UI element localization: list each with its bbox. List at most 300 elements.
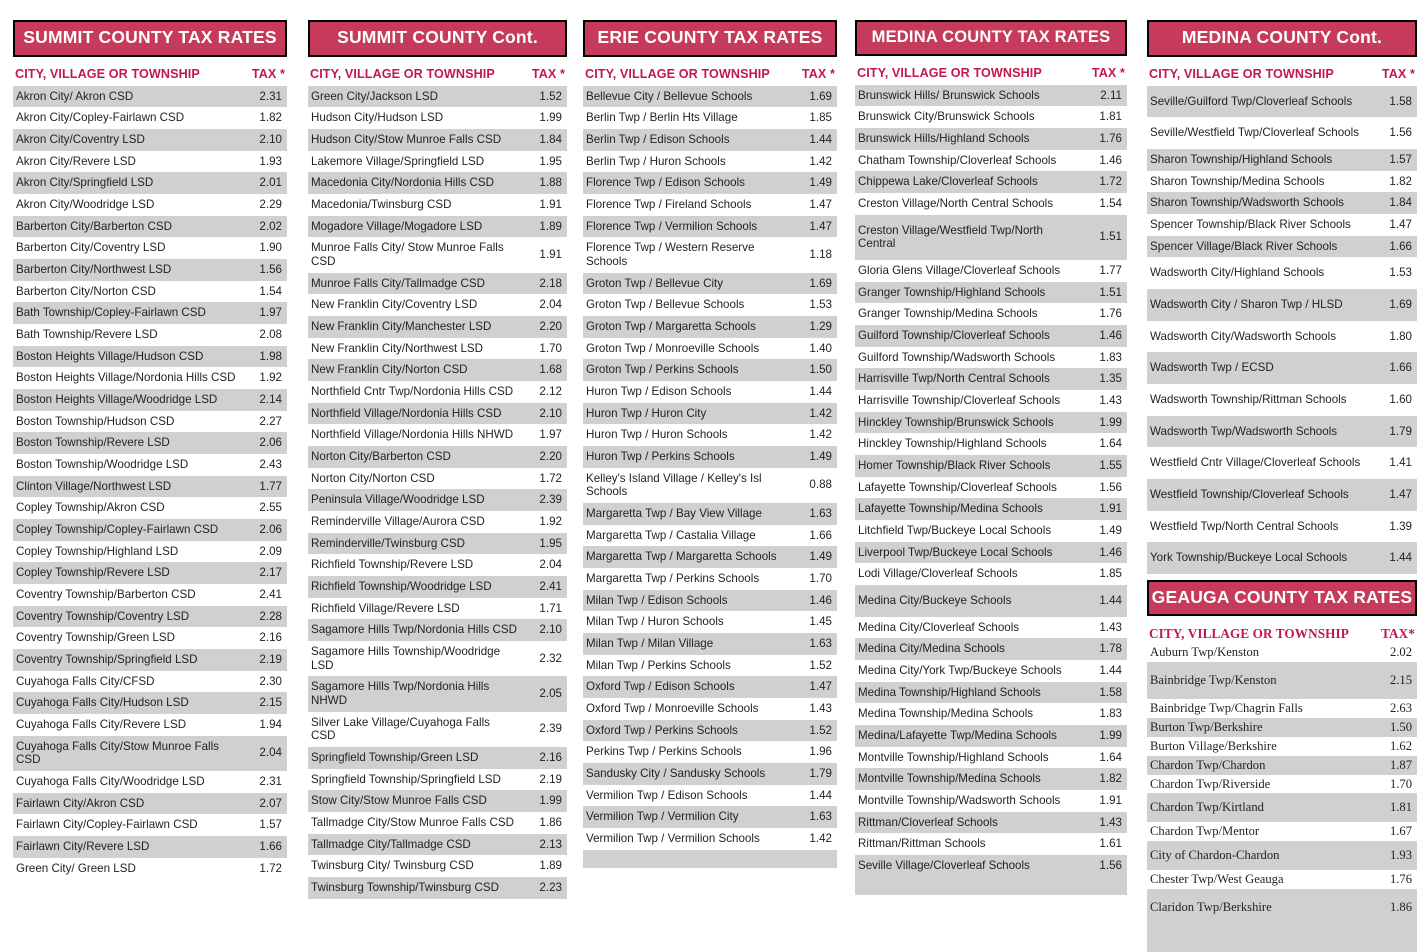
table-row [308, 554, 567, 576]
row-jurisdiction: New Franklin City/Manchester LSD [308, 316, 519, 338]
row-tax-rate: 1.63 [789, 503, 837, 525]
row-tax-rate: 1.99 [519, 790, 567, 812]
table-row [13, 107, 287, 129]
table-row [308, 619, 567, 641]
table-row [13, 172, 287, 194]
row-jurisdiction: Medina City/Buckeye Schools [855, 585, 1079, 617]
row-tax-rate: 2.15 [239, 692, 287, 714]
table-row [13, 541, 287, 563]
table-row [308, 747, 567, 769]
row-tax-rate: 2.55 [259, 501, 282, 515]
row-tax-rate: 1.46 [789, 590, 837, 612]
row-tax-rate: 1.46 [1079, 542, 1127, 564]
table-row [583, 503, 837, 525]
row-jurisdiction: Montville Township/Medina Schools [855, 768, 1079, 790]
row-jurisdiction: Milan Twp / Huron Schools [586, 615, 724, 629]
table-row [308, 489, 567, 511]
row-jurisdiction: Liverpool Twp/Buckeye Local Schools [855, 542, 1079, 564]
row-jurisdiction: Medina City/York Twp/Buckeye Schools [858, 663, 1062, 677]
section-geauga [1147, 580, 1417, 952]
row-jurisdiction: Chardon Twp/Kirtland [1147, 793, 1369, 822]
row-tax-rate: 1.64 [1099, 750, 1122, 764]
row-tax-rate: 1.61 [1099, 837, 1122, 851]
table-row [1147, 257, 1417, 289]
row-tax-rate: 1.35 [1079, 368, 1127, 390]
row-jurisdiction: Green City/ Green LSD [16, 861, 136, 875]
row-tax-rate: 1.92 [259, 371, 282, 385]
row-jurisdiction: Wadsworth Township/Rittman Schools [1150, 392, 1347, 406]
row-jurisdiction: Oxford Twp / Monroeville Schools [586, 701, 759, 715]
row-tax-rate: 2.31 [259, 775, 282, 788]
table-row [855, 520, 1127, 542]
row-jurisdiction: Akron City/ Akron CSD [13, 86, 239, 108]
column-header-medina-2 [1147, 57, 1417, 86]
table-row [855, 638, 1127, 660]
row-tax-rate: 1.77 [1099, 263, 1122, 277]
table-row [855, 682, 1127, 704]
row-jurisdiction: Northfield Village/Nordonia Hills NHWD [311, 428, 514, 442]
row-tax-rate: 1.87 [1369, 756, 1417, 775]
row-jurisdiction: Fairlawn City/Copley-Fairlawn CSD [16, 818, 198, 832]
row-tax-rate: 1.78 [1079, 638, 1127, 660]
table-row [13, 497, 287, 519]
row-jurisdiction: Cuyahoga Falls City/Stow Munroe Falls CSD [13, 736, 239, 771]
row-jurisdiction: Hinckley Township/Highland Schools [858, 437, 1047, 451]
row-jurisdiction: Perkins Twp / Perkins Schools [586, 745, 742, 759]
row-tax-rate: 1.72 [1079, 171, 1127, 193]
row-tax-rate: 1.46 [1079, 325, 1127, 347]
row-tax-rate: 1.44 [809, 788, 832, 802]
row-jurisdiction: Norton City/Norton CSD [311, 471, 435, 485]
row-tax-rate: 1.51 [1079, 215, 1127, 260]
table-row [855, 282, 1127, 304]
table-row [308, 403, 567, 425]
table-row [308, 86, 567, 108]
row-jurisdiction: Chardon Twp/Chardon [1147, 756, 1369, 775]
table-row [855, 768, 1127, 790]
row-tax-rate: 1.50 [789, 359, 837, 381]
row-tax-rate: 2.19 [539, 772, 562, 786]
table-row [855, 812, 1127, 834]
row-tax-rate: 1.91 [539, 248, 562, 262]
row-tax-rate: 1.50 [1369, 718, 1417, 737]
table-row [1147, 822, 1417, 841]
row-tax-rate: 1.49 [789, 172, 837, 194]
row-tax-rate: 2.16 [519, 747, 567, 769]
table-row [855, 106, 1127, 128]
row-jurisdiction: Lafayette Township/Cloverleaf Schools [858, 480, 1057, 494]
header-label-city-village-township: CITY, VILLAGE OR TOWNSHIP [857, 65, 1042, 80]
row-tax-rate: 2.14 [239, 389, 287, 411]
row-tax-rate: 2.39 [519, 489, 567, 511]
row-tax-rate: 1.46 [1099, 153, 1122, 167]
row-tax-rate: 1.89 [539, 859, 562, 873]
row-tax-rate: 1.49 [789, 546, 837, 568]
row-jurisdiction: Granger Township/Medina Schools [858, 307, 1038, 321]
row-jurisdiction: Chatham Township/Cloverleaf Schools [858, 153, 1057, 167]
row-tax-rate: 1.64 [1099, 437, 1122, 451]
table-row [583, 294, 837, 316]
row-tax-rate: 2.31 [239, 86, 287, 108]
row-jurisdiction: Sagamore Hills Twp/Nordonia Hills NHWD [308, 676, 519, 711]
row-tax-rate: 1.83 [1099, 707, 1122, 721]
table-row [308, 676, 567, 711]
table-row [308, 511, 567, 533]
row-tax-rate: 2.20 [519, 446, 567, 468]
column-summit-1 [0, 0, 300, 879]
table-row [583, 763, 837, 785]
row-jurisdiction: Brunswick City/Brunswick Schools [858, 110, 1035, 124]
table-row [583, 655, 837, 677]
row-tax-rate: 2.41 [259, 587, 282, 601]
table-row [1147, 86, 1417, 118]
table-row [13, 281, 287, 303]
row-tax-rate: 1.57 [259, 818, 282, 832]
table-row [583, 525, 837, 547]
row-tax-rate: 1.60 [1389, 392, 1412, 406]
table-row [1147, 352, 1417, 384]
table-row [583, 676, 837, 698]
table-row [308, 834, 567, 856]
row-tax-rate: 1.47 [1369, 479, 1417, 511]
header-label-tax: TAX * [251, 66, 285, 81]
table-row [583, 741, 837, 763]
row-jurisdiction: Wadsworth City / Sharon Twp / HLSD [1147, 289, 1369, 321]
spacer-cell [583, 850, 837, 868]
row-jurisdiction: Munroe Falls City/Tallmadge CSD [308, 273, 519, 295]
row-jurisdiction: Margaretta Twp / Perkins Schools [586, 571, 760, 585]
row-tax-rate: 2.18 [519, 273, 567, 295]
table-row [1147, 643, 1417, 662]
table-row [1147, 236, 1417, 258]
row-jurisdiction: Westfield Twp/North Central Schools [1150, 519, 1339, 533]
table-row [308, 598, 567, 620]
table-row [1147, 756, 1417, 775]
table-row [1147, 416, 1417, 448]
table-row [13, 194, 287, 216]
table-row [855, 747, 1127, 769]
row-jurisdiction: Stow City/Stow Munroe Falls CSD [308, 790, 519, 812]
row-jurisdiction: Springfield Township/Springfield LSD [311, 772, 501, 786]
table-row [308, 641, 567, 676]
row-tax-rate: 2.39 [539, 722, 562, 736]
row-tax-rate: 1.82 [1389, 174, 1412, 188]
table-row [855, 325, 1127, 347]
table-row-spacer [1147, 926, 1417, 952]
table-row [308, 468, 567, 490]
table-row [583, 273, 837, 295]
row-tax-rate: 1.54 [1099, 196, 1122, 210]
table-row [13, 237, 287, 259]
row-jurisdiction: Guilford Township/Cloverleaf Schools [855, 325, 1079, 347]
row-tax-rate: 2.41 [519, 576, 567, 598]
row-tax-rate: 1.63 [789, 633, 837, 655]
row-jurisdiction: Kelley's Island Village / Kelley's Isl Schools [586, 471, 762, 499]
row-tax-rate: 1.40 [809, 341, 832, 355]
table-row [855, 563, 1127, 585]
table-row [855, 585, 1127, 617]
table-row [855, 347, 1127, 369]
table-row [13, 432, 287, 454]
row-tax-rate: 1.94 [259, 717, 282, 731]
row-tax-rate: 2.16 [259, 631, 282, 645]
row-jurisdiction: Boston Township/Hudson CSD [16, 414, 175, 428]
row-tax-rate: 2.20 [519, 316, 567, 338]
table-row [308, 129, 567, 151]
row-tax-rate: 2.09 [259, 544, 282, 558]
table-row [583, 468, 837, 503]
row-tax-rate: 1.82 [259, 111, 282, 125]
row-jurisdiction: Margaretta Twp / Castalia Village [586, 528, 756, 542]
row-tax-rate: 1.97 [539, 428, 562, 442]
row-tax-rate: 1.58 [1369, 86, 1417, 118]
row-tax-rate: 1.95 [539, 154, 562, 168]
table-row [1147, 192, 1417, 214]
row-jurisdiction: Florence Twp / Fireland Schools [586, 197, 752, 211]
table-row [308, 107, 567, 129]
table-row [13, 519, 287, 541]
row-tax-rate: 2.10 [239, 129, 287, 151]
row-jurisdiction: Margaretta Twp / Margaretta Schools [583, 546, 789, 568]
table-row [583, 216, 837, 238]
row-jurisdiction: Berlin Twp / Edison Schools [583, 129, 789, 151]
table-row [583, 568, 837, 590]
row-tax-rate: 1.72 [259, 861, 282, 875]
table-row [583, 424, 837, 446]
table-row [855, 617, 1127, 639]
table-row [13, 814, 287, 836]
table-row [308, 359, 567, 381]
table-row [583, 828, 837, 850]
row-jurisdiction: Homer Township/Black River Schools [855, 455, 1079, 477]
row-jurisdiction: Huron Twp / Huron City [583, 403, 789, 425]
column-header-erie [583, 57, 837, 86]
row-tax-rate: 1.43 [809, 701, 832, 715]
row-tax-rate: 1.66 [1369, 352, 1417, 384]
table-row [583, 172, 837, 194]
row-jurisdiction: Bath Township/Copley-Fairlawn CSD [13, 302, 239, 324]
row-tax-rate: 1.47 [789, 676, 837, 698]
row-tax-rate: 2.04 [539, 558, 562, 572]
row-jurisdiction: Akron City/Copley-Fairlawn CSD [16, 111, 185, 125]
row-jurisdiction: Seville/Westfield Twp/Cloverleaf Schools [1150, 126, 1359, 140]
row-tax-rate: 1.67 [1389, 824, 1412, 839]
row-tax-rate: 1.63 [789, 806, 837, 828]
row-jurisdiction: Northfield Cntr Twp/Nordonia Hills CSD [311, 384, 514, 398]
row-jurisdiction: Milan Twp / Milan Village [583, 633, 789, 655]
row-tax-rate: 1.45 [809, 615, 832, 629]
row-jurisdiction: Chester Twp/West Geauga [1150, 872, 1284, 887]
row-tax-rate: 2.17 [239, 562, 287, 584]
row-tax-rate: 1.86 [539, 816, 562, 830]
table-row [308, 446, 567, 468]
row-jurisdiction: Norton City/Barberton CSD [308, 446, 519, 468]
row-tax-rate: 2.19 [239, 649, 287, 671]
row-jurisdiction: Copley Township/Highland LSD [16, 544, 179, 558]
row-tax-rate: 1.52 [789, 720, 837, 742]
row-tax-rate: 1.92 [539, 514, 562, 528]
row-tax-rate: 2.02 [1389, 645, 1412, 660]
row-tax-rate: 2.28 [239, 606, 287, 628]
row-tax-rate: 2.07 [239, 793, 287, 815]
row-jurisdiction: Vermilion Twp / Vermilion Schools [586, 832, 760, 846]
table-row [1147, 289, 1417, 321]
table-row [855, 128, 1127, 150]
row-jurisdiction: York Township/Buckeye Local Schools [1147, 542, 1369, 574]
row-tax-rate: 1.80 [1389, 329, 1412, 343]
header-label-city-village-township: CITY, VILLAGE OR TOWNSHIP [310, 66, 495, 81]
table-row [855, 368, 1127, 390]
table-row [13, 771, 287, 793]
table-medina-1 [855, 85, 1127, 895]
row-jurisdiction: Hudson City/Stow Munroe Falls CSD [308, 129, 519, 151]
row-jurisdiction: Auburn Twp/Kenston [1150, 645, 1260, 660]
row-tax-rate: 2.63 [1389, 701, 1412, 716]
row-jurisdiction: Huron Twp / Edison Schools [586, 384, 732, 398]
row-tax-rate: 2.08 [259, 327, 282, 341]
row-tax-rate: 1.89 [519, 216, 567, 238]
row-jurisdiction: Green City/Jackson LSD [308, 86, 519, 108]
row-jurisdiction: Bainbridge Twp/Kenston [1147, 662, 1369, 699]
row-jurisdiction: Tallmadge City/Tallmadge CSD [308, 834, 519, 856]
table-row [583, 316, 837, 338]
row-tax-rate: 1.58 [1079, 682, 1127, 704]
row-jurisdiction: Groton Twp / Monroeville Schools [586, 341, 760, 355]
row-jurisdiction: Sagamore Hills Twp/Nordonia Hills CSD [308, 619, 519, 641]
table-row [13, 649, 287, 671]
table-row [583, 107, 837, 129]
row-jurisdiction: Spencer Township/Black River Schools [1150, 217, 1351, 231]
table-row [855, 703, 1127, 725]
row-tax-rate: 1.42 [809, 832, 832, 846]
row-tax-rate: 2.06 [239, 519, 287, 541]
row-jurisdiction: Lafayette Township/Medina Schools [855, 498, 1079, 520]
row-jurisdiction: Groton Twp / Bellevue Schools [586, 298, 745, 312]
banner-summit-county-tax-rates: SUMMIT COUNTY TAX RATES [13, 20, 287, 57]
row-tax-rate: 1.52 [809, 658, 832, 672]
table-row [855, 260, 1127, 282]
row-jurisdiction: Sharon Township/Wadsworth Schools [1147, 192, 1369, 214]
row-jurisdiction: Seville Village/Cloverleaf Schools [855, 855, 1079, 877]
column-header-summit-1 [13, 57, 287, 86]
table-row [13, 151, 287, 173]
row-tax-rate: 1.42 [809, 154, 832, 168]
row-tax-rate: 1.66 [809, 528, 832, 542]
table-row [13, 627, 287, 649]
row-jurisdiction: Wadsworth City/Highland Schools [1150, 266, 1325, 280]
table-row [13, 346, 287, 368]
header-label-city-village-township: CITY, VILLAGE OR TOWNSHIP [15, 66, 200, 81]
table-row [855, 433, 1127, 455]
row-jurisdiction: Hudson City/Hudson LSD [311, 111, 444, 125]
row-jurisdiction: Rittman/Cloverleaf Schools [855, 812, 1079, 834]
row-jurisdiction: Huron Twp / Huron Schools [586, 428, 728, 442]
row-tax-rate: 1.97 [239, 302, 287, 324]
table-row [1147, 542, 1417, 574]
row-tax-rate: 1.81 [1369, 793, 1417, 822]
row-tax-rate: 1.93 [259, 154, 282, 168]
row-tax-rate: 2.05 [519, 676, 567, 711]
table-row [13, 836, 287, 858]
row-tax-rate: 1.81 [1099, 110, 1122, 124]
table-row [1147, 384, 1417, 416]
row-jurisdiction: Berlin Twp / Huron Schools [586, 154, 726, 168]
row-jurisdiction: Burton Twp/Berkshire [1147, 718, 1369, 737]
row-jurisdiction: Barberton City/Coventry LSD [16, 241, 166, 255]
row-jurisdiction: Coventry Township/Springfield LSD [13, 649, 239, 671]
row-tax-rate: 1.91 [539, 197, 562, 211]
row-tax-rate: 1.44 [1099, 663, 1122, 677]
table-row [308, 812, 567, 834]
row-tax-rate: 1.57 [1369, 149, 1417, 171]
row-tax-rate: 1.69 [789, 86, 837, 108]
row-jurisdiction: Copley Township/Copley-Fairlawn CSD [13, 519, 239, 541]
row-tax-rate: 1.76 [1079, 128, 1127, 150]
row-jurisdiction: Akron City/Woodridge LSD [16, 197, 155, 211]
row-tax-rate: 1.95 [519, 533, 567, 555]
row-jurisdiction: Claridon Twp/Berkshire [1147, 889, 1369, 926]
row-tax-rate: 1.43 [1099, 393, 1122, 407]
table-row [308, 194, 567, 216]
row-jurisdiction: Groton Twp / Perkins Schools [583, 359, 789, 381]
row-tax-rate: 1.41 [1389, 456, 1412, 470]
table-row [583, 590, 837, 612]
row-tax-rate: 1.39 [1389, 519, 1412, 533]
row-tax-rate: 2.06 [239, 432, 287, 454]
row-tax-rate: 2.11 [1079, 85, 1127, 107]
row-jurisdiction: Wadsworth Twp/Wadsworth Schools [1147, 416, 1369, 448]
row-jurisdiction: Richfield Township/Revere LSD [311, 558, 474, 572]
row-tax-rate: 1.70 [539, 341, 562, 355]
row-jurisdiction: Litchfield Twp/Buckeye Local Schools [858, 523, 1052, 537]
row-jurisdiction: Lakemore Village/Springfield LSD [311, 154, 485, 168]
row-tax-rate: 2.04 [539, 298, 562, 312]
column-medina-1 [845, 0, 1137, 895]
row-jurisdiction: Groton Twp / Bellevue City [583, 273, 789, 295]
table-row [1147, 718, 1417, 737]
row-tax-rate: 1.70 [809, 571, 832, 585]
row-jurisdiction: Barberton City/Barberton CSD [13, 216, 239, 238]
row-tax-rate: 1.91 [1079, 498, 1127, 520]
row-jurisdiction: Bainbridge Twp/Chagrin Falls [1150, 701, 1303, 716]
row-tax-rate: 1.18 [809, 248, 832, 262]
row-jurisdiction: Florence Twp / Edison Schools [583, 172, 789, 194]
table-row [583, 381, 837, 403]
row-jurisdiction: Northfield Village/Nordonia Hills CSD [308, 403, 519, 425]
row-tax-rate: 2.23 [519, 877, 567, 899]
row-jurisdiction: Gloria Glens Village/Cloverleaf Schools [858, 263, 1061, 277]
row-tax-rate: 1.55 [1079, 455, 1127, 477]
row-jurisdiction: City of Chardon-Chardon [1147, 841, 1369, 870]
row-jurisdiction: Akron City/Coventry LSD [13, 129, 239, 151]
row-tax-rate: 1.84 [519, 129, 567, 151]
row-tax-rate: 2.01 [239, 172, 287, 194]
row-jurisdiction: Coventry Township/Barberton CSD [16, 587, 196, 601]
header-label-tax: TAX * [531, 66, 565, 81]
table-row [1147, 793, 1417, 822]
row-jurisdiction: Medina Township/Highland Schools [855, 682, 1079, 704]
header-label-city-village-township: CITY, VILLAGE OR TOWNSHIP [1149, 66, 1334, 81]
table-row [583, 446, 837, 468]
row-jurisdiction: Creston Village/North Central Schools [858, 196, 1054, 210]
row-tax-rate: 1.84 [1369, 192, 1417, 214]
table-row [308, 316, 567, 338]
row-tax-rate: 2.43 [259, 457, 282, 471]
row-jurisdiction: Cuyahoga Falls City/Woodridge LSD [16, 775, 205, 788]
table-row [583, 698, 837, 720]
row-jurisdiction: Richfield Township/Woodridge LSD [308, 576, 519, 598]
row-tax-rate: 1.99 [1079, 412, 1127, 434]
